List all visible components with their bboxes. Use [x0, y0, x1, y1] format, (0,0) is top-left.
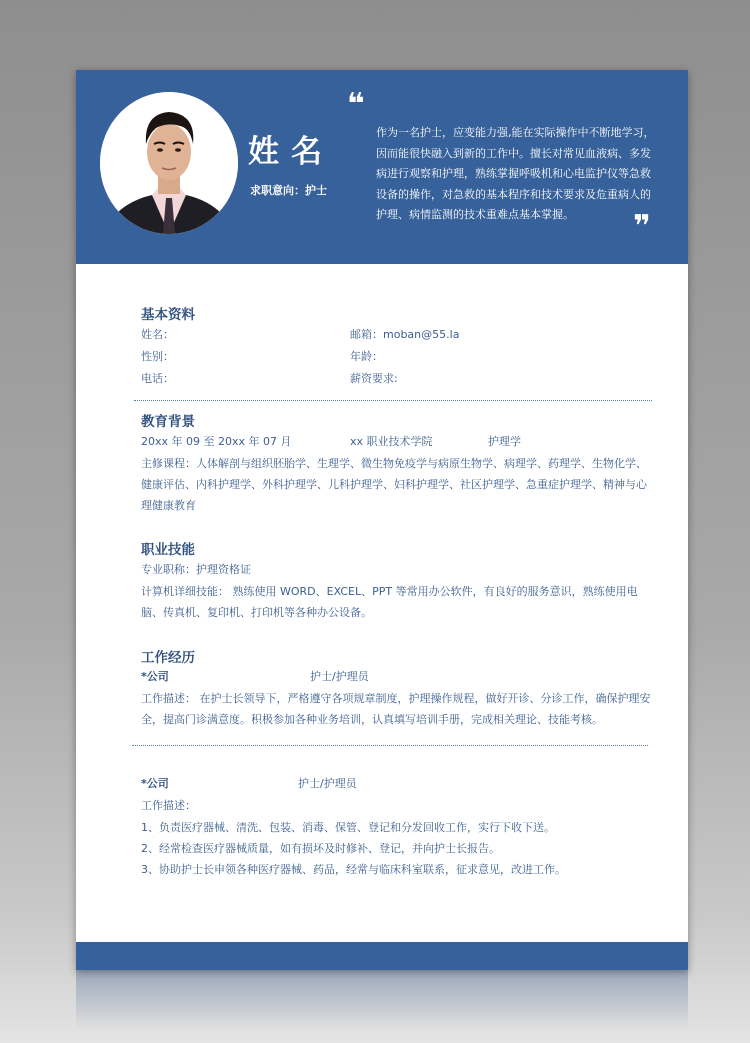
candidate-name: 姓名	[248, 134, 334, 170]
divider-2	[132, 745, 648, 746]
section-title-work: 工作经历	[141, 650, 195, 666]
skills-cert: 专业职称：护理资格证	[141, 563, 251, 576]
basic-gender: 性别：	[141, 350, 174, 363]
divider-1	[134, 400, 652, 401]
resume-page	[76, 70, 688, 970]
job1-role: 护士/护理员	[310, 670, 369, 683]
education-courses: 主修课程：人体解剖与组织胚胎学、生理学、微生物免疫学与病原生物学、病理学、药理学、生物化学、健康评估、内科护理学、外科护理学、儿科护理学、妇科护理学、社区护理学、急重症护理学、精神与心理健康教育	[141, 457, 647, 512]
resume-footer-bar	[76, 942, 688, 970]
job2-desc-label: 工作描述：	[141, 799, 196, 812]
resume-header	[76, 70, 688, 264]
job1-company: *公司	[141, 670, 169, 683]
section-title-basic: 基本资料	[141, 307, 195, 323]
job2-role: 护士/护理员	[298, 777, 357, 790]
close-quote-icon: ❞	[633, 209, 651, 244]
profile-photo	[100, 92, 238, 234]
job-intent: 求职意向：护士	[250, 184, 327, 197]
job2-item: 3、协助护士长申领各种医疗器械、药品，经常与临床科室联系，征求意见，改进工作。	[141, 863, 566, 876]
job2-item: 2、经常检查医疗器械质量，如有损坏及时修补、登记，并向护士长报告。	[141, 842, 500, 855]
job2-item: 1、负责医疗器械、清洗、包装、消毒、保管、登记和分发回收工作，实行下收下送。	[141, 821, 555, 834]
open-quote-icon: ❝	[347, 87, 365, 122]
portrait-image	[100, 92, 238, 234]
job1-description: 工作描述： 在护士长领导下，严格遵守各项规章制度，护理操作规程，做好开诊、分诊工作，确保护理安全，提高门诊满意度。积极参加各种业务培训，认真填写培训手册，完成相关理论、技能考核。	[141, 692, 651, 726]
paper-reflection	[76, 970, 688, 1030]
education-school: xx 职业技术学院	[350, 435, 433, 448]
skills-computer: 计算机详细技能： 熟练使用 WORD、EXCEL、PPT 等常用办公软件，有良好的服务意识，熟练使用电脑、传真机、复印机、打印机等各种办公设备。	[141, 585, 638, 619]
self-introduction: 作为一名护士，应变能力强,能在实际操作中不断地学习，因而能很快融入到新的工作中。擅长对常见血液病、多发病进行观察和护理，熟练掌握呼吸机和心电监护仪等急救设备的操作，对急救的基本程序和技术要求及危重病人的护理、病情监测的技术重难点基本掌握。	[376, 126, 655, 221]
basic-email: 邮箱：moban@55.la	[350, 328, 460, 341]
basic-phone: 电话：	[141, 372, 174, 385]
education-period: 20xx 年 09 至 20xx 年 07 月	[141, 435, 292, 448]
basic-age: 年龄：	[350, 350, 383, 363]
basic-salary: 薪资要求:	[350, 372, 398, 385]
section-title-education: 教育背景	[141, 414, 195, 430]
education-major: 护理学	[488, 435, 521, 448]
basic-name: 姓名：	[141, 328, 174, 341]
job2-company: *公司	[141, 777, 169, 790]
section-title-skills: 职业技能	[141, 542, 195, 558]
